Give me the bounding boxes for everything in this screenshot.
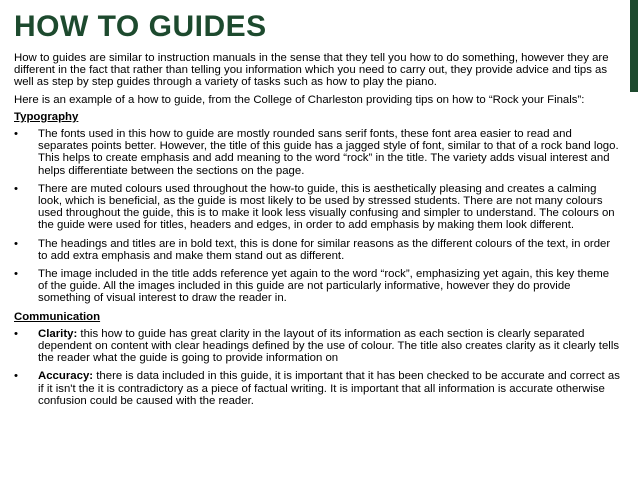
- bullet-list: [14, 128, 620, 305]
- bullet-icon: •: [14, 182, 18, 195]
- list-item: [14, 128, 620, 177]
- list-item-lead: Clarity:: [38, 327, 78, 340]
- list-item-text: The fonts used in this how to guide are mostly rounded sans serif fonts, these font area easier to read and separates points better. However, the title of this guide has a jagged style of font, similar to that of a rock band logo. This helps to create emphasis and add meaning to the word “rock” in the title. The variety adds visual interest and helps differentiate between the sections on the page.: [38, 128, 619, 177]
- list-item: [14, 268, 620, 305]
- bullet-icon: •: [14, 268, 18, 281]
- list-item-lead: Accuracy:: [38, 370, 94, 383]
- list-item: [14, 328, 620, 365]
- list-item: [14, 238, 620, 262]
- section-typography: [14, 111, 620, 305]
- bullet-icon: •: [14, 128, 18, 141]
- list-item: [14, 370, 620, 407]
- list-item-text: this how to guide has great clarity in the layout of its information as each section is clearly separated dependent on content with clear headings defined by the use of colour. The title also creates clarity as it clearly tells the reader what the guide is going to provide information on: [38, 327, 620, 365]
- list-item-text: There are muted colours used throughout the how-to guide, this is aesthetically pleasing and creates a calming look, which is beneficial, as the guide is most likely to be used by stressed students. There are not many colours used throughout the guide, this is to make it look less visually confusing and simpler to understand. The colours on the guide were used for titles, headers and edges, in order to add emphasis by making them look different.: [38, 182, 615, 232]
- section-heading: Typography: [14, 110, 79, 123]
- example-paragraph: Here is an example of a how to guide, from the College of Charleston providing tips on how to “Rock your Finals”:: [14, 93, 585, 106]
- list-item: [14, 183, 620, 232]
- bullet-list: [14, 328, 620, 407]
- content-body: [14, 52, 620, 413]
- list-item-text: there is data included in this guide, it is important that it has been checked to be accurate and correct as if it isn't the it is contradictory as a piece of factual writing. It is important that all information is accurate otherwise confusion could be caused with the reader.: [38, 370, 620, 407]
- list-item-text: The headings and titles are in bold text, this is done for similar reasons as the different colours of the text, in order to add extra emphasis and make them stand out as different.: [38, 237, 611, 262]
- side-accent-bar: [630, 0, 638, 92]
- section-communication: [14, 311, 620, 407]
- bullet-icon: •: [14, 327, 18, 340]
- page-title: HOW TO GUIDES: [14, 10, 267, 43]
- bullet-icon: •: [14, 237, 18, 250]
- list-item-text: The image included in the title adds reference yet again to the word “rock”, emphasizing yet again, this key theme of the guide. All the images included in this guide are not particularly informative, however they do provide something of visual interest to draw the reader in.: [38, 268, 610, 305]
- section-heading: Communication: [14, 310, 101, 323]
- intro-paragraph: How to guides are similar to instruction manuals in the sense that they tell you how to do something, however they are different in the fact that rather than telling you information which you need to carry out, they provide advice and tips as well as step by step guides through a variety of tasks such as how to play the piano.: [14, 52, 609, 89]
- bullet-icon: •: [14, 370, 18, 383]
